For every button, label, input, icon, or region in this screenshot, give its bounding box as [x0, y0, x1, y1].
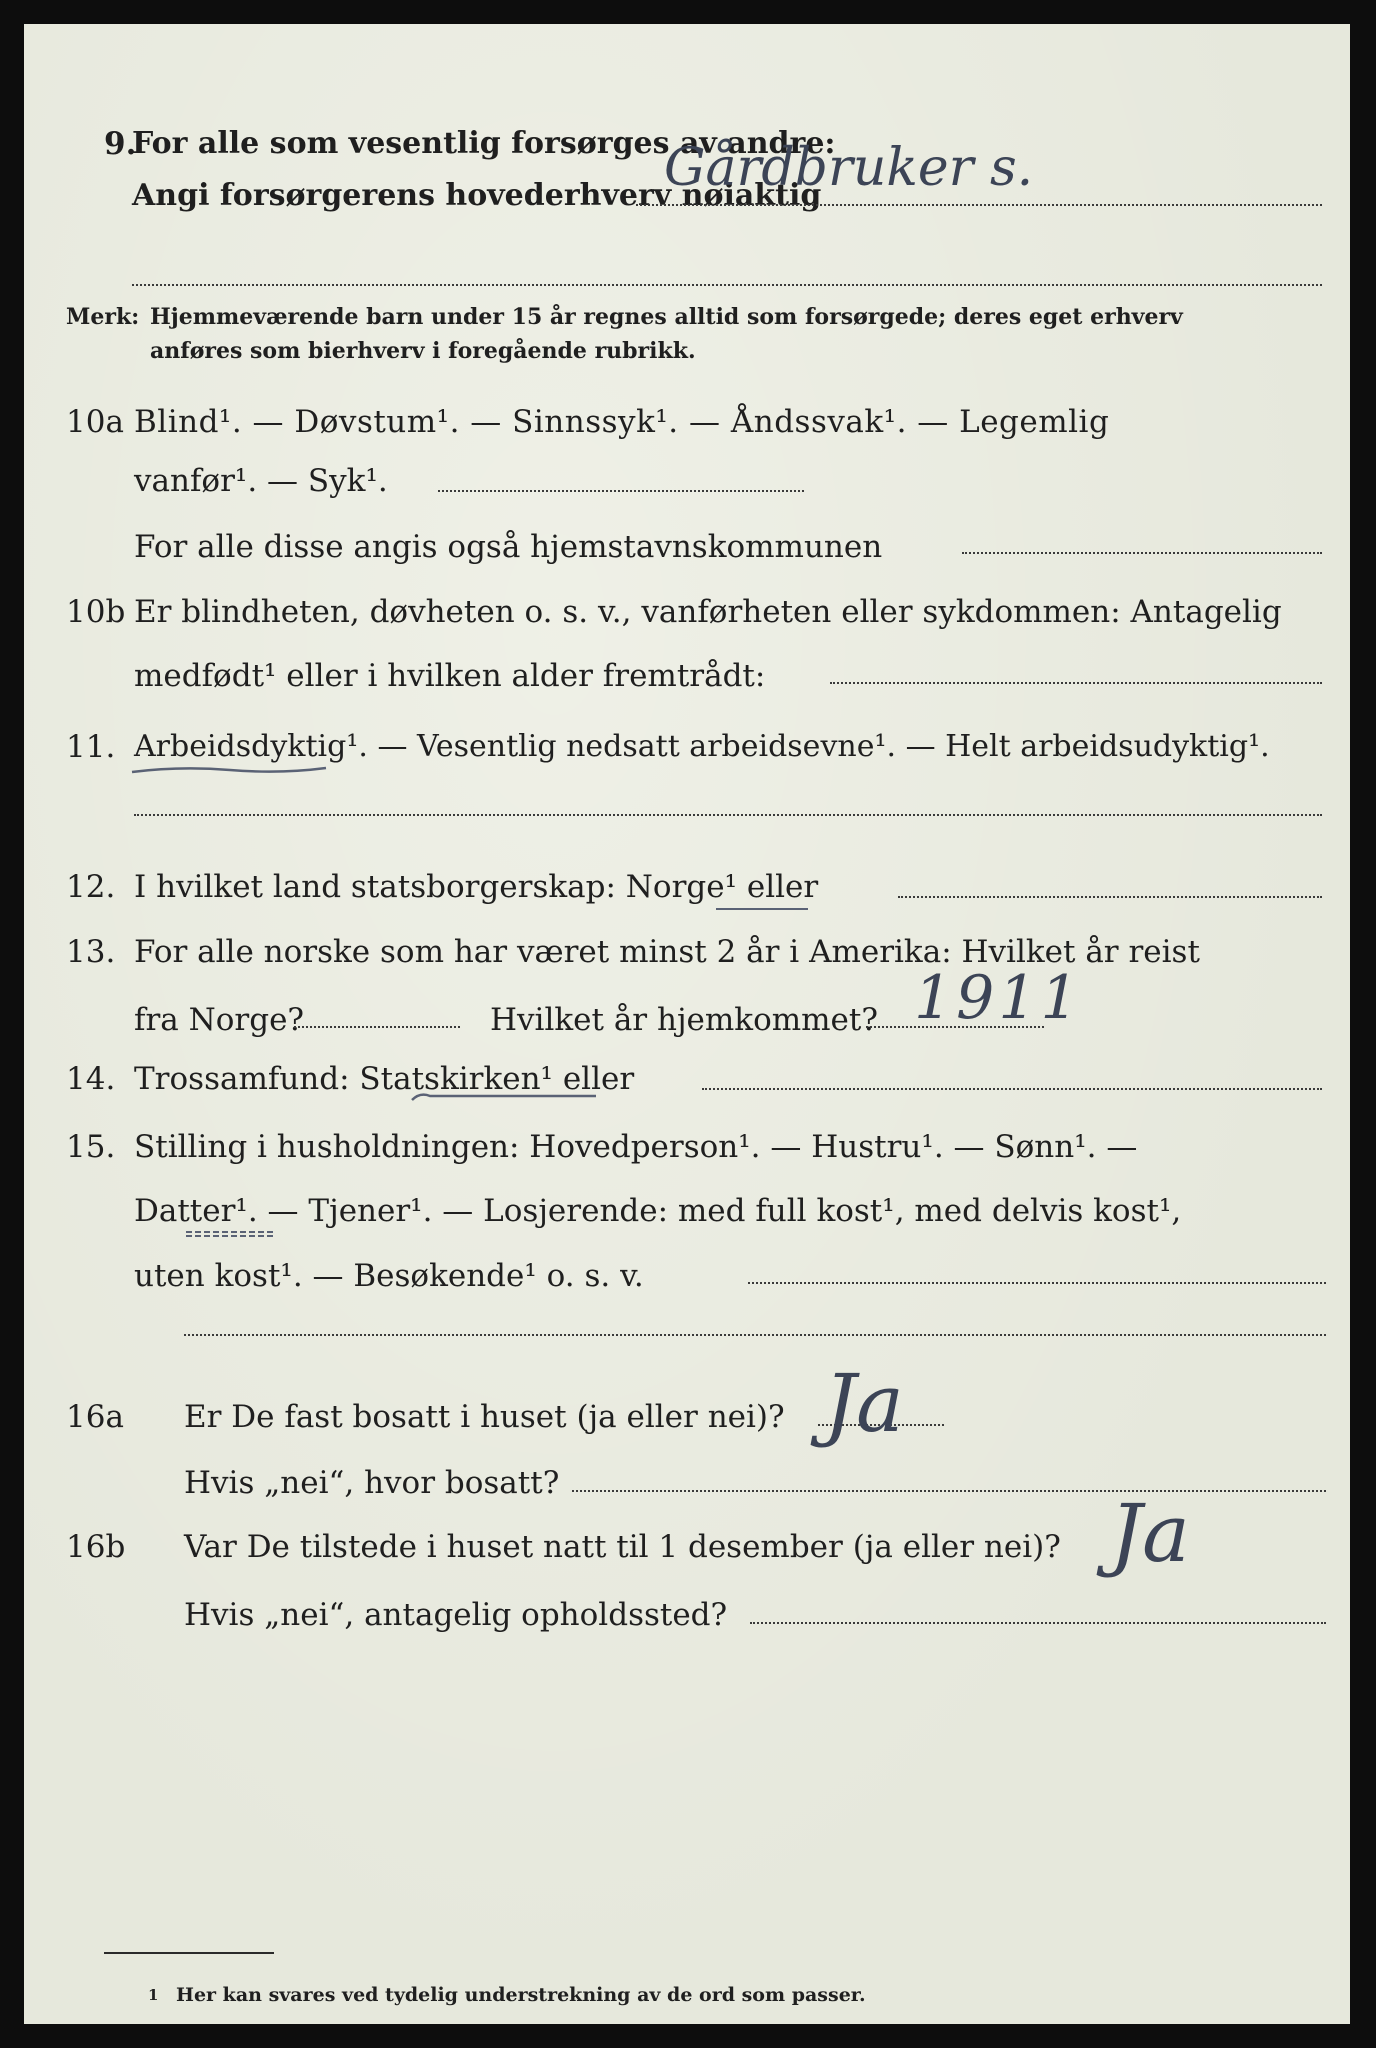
- q9-extra-line: [132, 284, 1322, 286]
- q11-number: 11.: [66, 729, 116, 765]
- census-form-page: [24, 24, 1350, 2024]
- q13-handwritten-answer: 1911: [914, 963, 1083, 1033]
- q10a-sick-line: [438, 490, 804, 492]
- footnote-marker: 1: [148, 1986, 159, 2004]
- q11-extra-line: [134, 814, 1322, 816]
- q12-line1: I hvilket land statsborgerskap: Norge¹ eller: [134, 869, 819, 905]
- q9-number: 9.: [104, 126, 137, 162]
- footnote-text: Her kan svares ved tydelig understrekning av de ord som passer.: [176, 1984, 866, 2006]
- q12-answer-line: [898, 896, 1322, 898]
- q11-line1: Arbeidsdyktig¹. — Vesentlig nedsatt arbeidsevne¹. — Helt arbeidsudyktig¹.: [134, 729, 1270, 764]
- q10a-number: 10a: [66, 404, 124, 440]
- q13-departure-line: [294, 1026, 460, 1028]
- note-line1: Hjemmeværende barn under 15 år regnes alltid som forsørgede; deres eget erhverv: [150, 304, 1183, 330]
- q10b-number: 10b: [66, 594, 126, 630]
- q15-line1: Stilling i husholdningen: Hovedperson¹. — Hustru¹. — Sønn¹. —: [134, 1129, 1138, 1165]
- note-label: Merk:: [66, 304, 140, 330]
- footnote-rule: [104, 1952, 274, 1954]
- q9-line1: For alle som vesentlig forsørges av andre:: [132, 126, 836, 161]
- note-line2: anføres som bierhverv i foregående rubrikk.: [150, 338, 696, 364]
- q16b-number: 16b: [66, 1529, 126, 1565]
- q14-line1: Trossamfund: Statskirken¹ eller: [134, 1061, 635, 1097]
- q15-line2: Datter¹. — Tjener¹. — Losjerende: med full kost¹, med delvis kost¹,: [134, 1193, 1182, 1229]
- q10a-line3: For alle disse angis også hjemstavnskommunen: [134, 529, 883, 565]
- q10a-line1: Blind¹. — Døvstum¹. — Sinnssyk¹. — Åndssvak¹. — Legemlig: [134, 404, 1110, 440]
- q13-line2b: Hvilket år hjemkommet?: [490, 1002, 878, 1038]
- q10a-line2: vanfør¹. — Syk¹.: [134, 463, 388, 499]
- q10b-answer-line: [830, 682, 1322, 684]
- q15-answer-line: [748, 1282, 1326, 1284]
- q13-line2a: fra Norge?: [134, 1002, 305, 1038]
- q16a-line1: Er De fast bosatt i huset (ja eller nei)?: [184, 1399, 785, 1435]
- q16b-location-line: [750, 1622, 1326, 1624]
- q16b-line1: Var De tilstede i huset natt til 1 desember (ja eller nei)?: [184, 1529, 1061, 1565]
- q15-line3: uten kost¹. — Besøkende¹ o. s. v.: [134, 1258, 644, 1294]
- q14-number: 14.: [66, 1061, 116, 1097]
- q16b-line2: Hvis „nei“, antagelig opholdssted?: [184, 1597, 728, 1633]
- q16a-residence-line: [572, 1490, 1326, 1492]
- q11-handwritten-underline: [130, 762, 330, 778]
- q10b-line1: Er blindheten, døvheten o. s. v., vanførheten eller sykdommen: Antagelig: [134, 594, 1282, 630]
- q9-answer-line: [636, 204, 1322, 206]
- q13-line1: For alle norske som har været minst 2 år i Amerika: Hvilket år reist: [134, 934, 1200, 970]
- q14-answer-line: [702, 1088, 1322, 1090]
- q15-extra-line: [184, 1334, 1326, 1336]
- q15-number: 15.: [66, 1129, 116, 1165]
- q9-line2: Angi forsørgerens hovederhverv nøiaktig: [132, 178, 822, 213]
- q16a-number: 16a: [66, 1399, 124, 1435]
- q10b-line2: medfødt¹ eller i hvilken alder fremtrådt:: [134, 658, 766, 694]
- q15-datter-underline: [184, 1226, 278, 1240]
- q10a-home-municipality-line: [962, 552, 1322, 554]
- q16a-line2: Hvis „nei“, hvor bosatt?: [184, 1465, 560, 1501]
- q16b-handwritten-answer: Ja: [1110, 1487, 1190, 1580]
- q14-statskirken-underline: [410, 1088, 600, 1104]
- q13-number: 13.: [66, 934, 116, 970]
- q12-norge-underline: [716, 908, 808, 910]
- q12-number: 12.: [66, 869, 116, 905]
- q9-handwritten-answer: Gårdbruker s.: [664, 138, 1034, 198]
- q16a-handwritten-answer: Ja: [824, 1357, 904, 1450]
